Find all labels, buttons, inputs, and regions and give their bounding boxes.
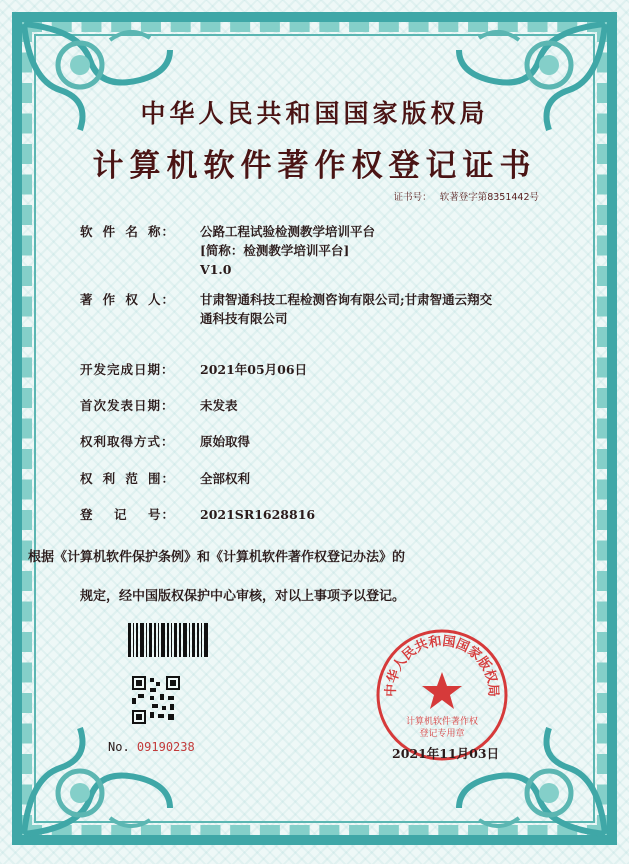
seal-center-line-2: 登记专用章 <box>419 729 465 739</box>
corner-ornament <box>20 718 180 838</box>
field-label: 首次发表日期： <box>80 398 175 413</box>
statement-text: 根据《计算机软件保护条例》和《计算机软件著作权登记办法》的 <box>28 550 406 565</box>
software-version: V1.0 <box>200 262 232 277</box>
field-value <box>200 290 560 328</box>
owner-line: 甘肃智通科技工程检测咨询有限公司;甘肃智通云翔交 <box>200 292 493 307</box>
seal-arc-text: 中华人民共和国国家版权局 <box>383 634 501 698</box>
field-label <box>80 222 190 241</box>
label-char: 名 <box>125 224 139 239</box>
barcode-icon <box>128 623 208 657</box>
seal-center-line-1: 计算机软件著作权 <box>405 717 479 727</box>
statement-line-2: 规定，经中国版权保护中心审核，对以上事项予以登记。 <box>80 589 406 604</box>
label-char: 范 <box>125 471 139 486</box>
publication-status: 未发表 <box>200 398 238 413</box>
field-value <box>200 396 560 415</box>
software-full-name: 公路工程试验检测教学培训平台 <box>200 224 376 239</box>
label-char: 利 <box>102 471 117 486</box>
certificate-number <box>386 189 539 203</box>
field-label <box>80 505 190 524</box>
software-short-name: [简称：检测教学培训平台] <box>200 243 350 258</box>
owner-line: 通科技有限公司 <box>200 311 288 326</box>
red-seal-star-icon <box>375 628 509 762</box>
certificate-number-value: 软著登字第8351442号 <box>439 192 539 203</box>
serial-prefix: No. <box>108 740 130 754</box>
statement-line-1 <box>0 546 405 565</box>
issuer-title: 中华人民共和国国家版权局 <box>140 99 489 128</box>
label-char: 号： <box>147 507 175 522</box>
label-char: 记 <box>113 507 128 522</box>
label-char: 称： <box>147 224 175 239</box>
certificate-title: 计算机软件著作权登记证书 <box>92 148 537 184</box>
field-label: 权利取得方式： <box>80 434 175 449</box>
label-char: 作 <box>102 292 117 307</box>
serial-number <box>108 740 195 754</box>
field-value <box>200 360 560 379</box>
field-label <box>80 469 190 488</box>
issue-date: 2021年11月03日 <box>392 746 500 761</box>
field-value <box>200 222 560 279</box>
label-char: 权 <box>80 471 94 486</box>
qr-code-icon <box>132 676 180 724</box>
field-label: 开发完成日期： <box>80 362 175 377</box>
field-value <box>200 469 560 488</box>
registration-number: 2021SR1628816 <box>200 507 316 522</box>
field-value <box>200 432 560 451</box>
rights-scope: 全部权利 <box>200 471 251 486</box>
certificate-number-label: 证书号： <box>393 192 432 203</box>
label-char: 权 <box>125 292 139 307</box>
field-value <box>200 505 560 524</box>
label-char: 人： <box>147 292 175 307</box>
label-char: 件 <box>102 224 117 239</box>
field-label <box>80 290 190 309</box>
label-char: 围： <box>147 471 175 486</box>
acquisition-method: 原始取得 <box>200 434 251 449</box>
serial-value: 09190238 <box>136 740 195 754</box>
label-char: 著 <box>80 292 94 307</box>
label-char: 软 <box>80 224 94 239</box>
label-char: 登 <box>80 507 94 522</box>
completion-date: 2021年05月06日 <box>200 362 308 377</box>
